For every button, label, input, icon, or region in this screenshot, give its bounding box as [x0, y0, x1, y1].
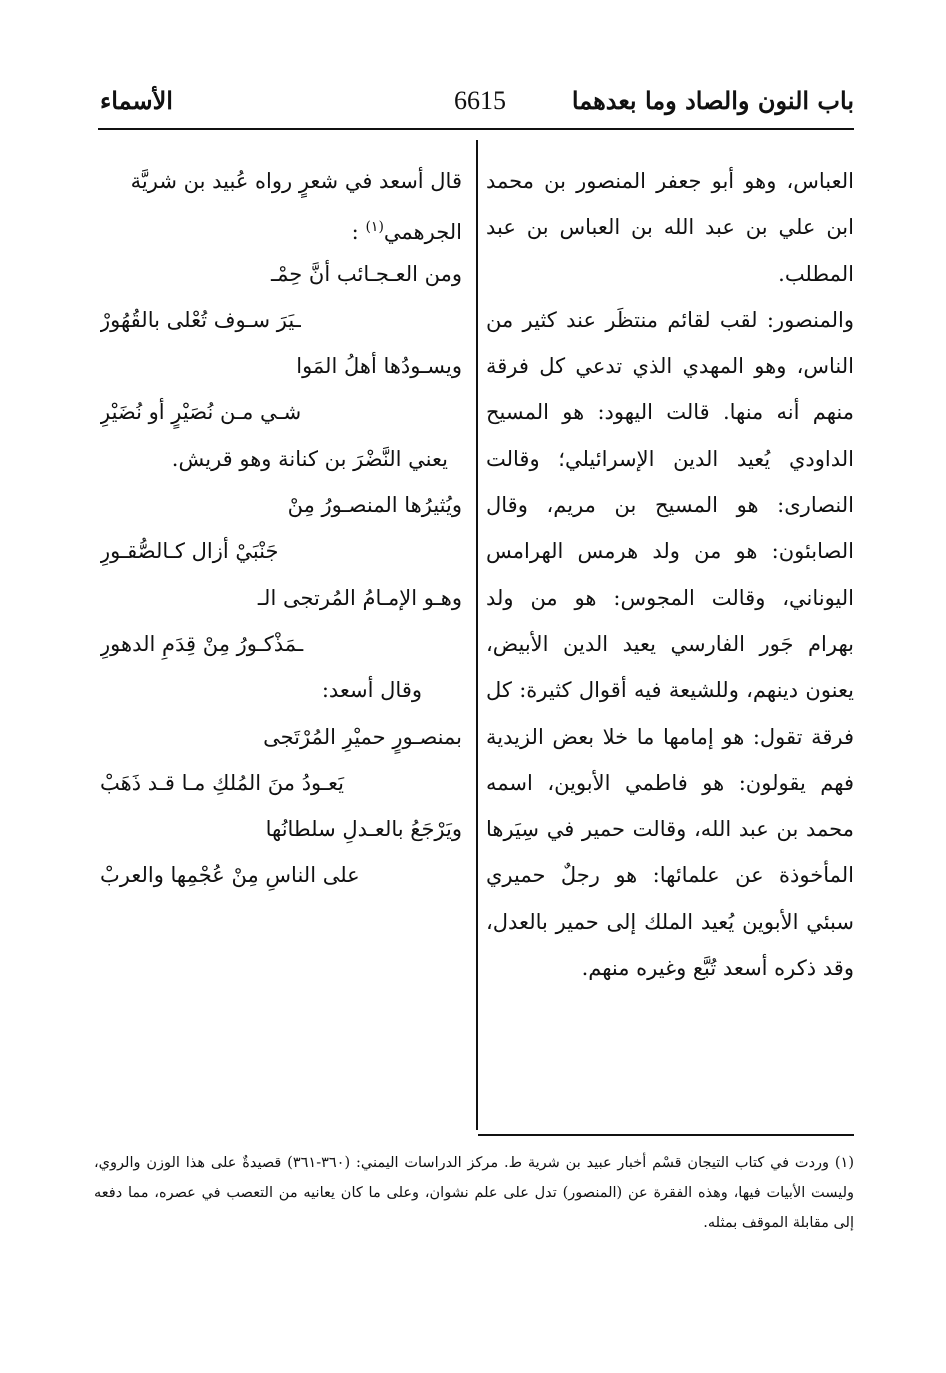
verse-first-hemistich: بمنصـورٍ حميْرِ المُرْتَجى — [263, 724, 462, 749]
verse-second-hemistich: ـيَرَ سـوف تُعْلى بالقُهُورْ — [100, 307, 301, 332]
verse-first-hemistich: ويسـودُها أهلُ المَوا — [296, 354, 462, 379]
verse-first-hemistich: ويَرْجَعُ بالعـدلِ سلطانُها — [265, 817, 462, 842]
right-column — [486, 158, 854, 991]
verse-second-hemistich: جَنْبَيْ أزال كـالصُّقـورِ — [100, 539, 279, 564]
footnote-text: (١) وردت في كتاب التيجان قسْم أخبار عبيد بن شرية ط. مركز الدراسات اليمني: (٣٦٠-٣٦١) قصيدةٌ على هذا الوزن والروي، وليست الأبيات فيها، وهذه الفقرة عن (المنصور) تدل على علم نشوان، وعلى ما كان يعانيه من التعصب في عصره، مما دفعه إلى مقابلة الموقف بمثله. — [94, 1155, 854, 1231]
poem-intro-line — [100, 204, 462, 250]
verse-explanation: يعني النَّضْرَ بن كنانة وهو قريش. — [171, 446, 448, 471]
poem-intro-poet: الجرهمي — [383, 220, 462, 245]
poem-intro-colon: : — [351, 220, 359, 245]
verse-second-hemistich: يَعـودُ منَ المُلكِ مـا قـد ذَهَبْ — [100, 770, 345, 795]
footnote-rule — [478, 1134, 854, 1136]
left-column — [100, 158, 462, 899]
header-rule — [98, 128, 854, 130]
poem-intro-line: قال أسعد في شعرٍ رواه عُبيد بن شريَّة — [130, 169, 462, 193]
footnote — [94, 1148, 854, 1238]
footnote-marker: (١) — [365, 219, 384, 236]
verse-second-hemistich: شـي مـن نُصَيْرٍ أو نُضَيْرِ — [100, 400, 302, 425]
section-title: الأسماء — [100, 86, 173, 115]
column-divider — [476, 140, 478, 1130]
paragraph: والمنصور: لقب لقائم منتظَر عند كثير من الناس، وهو المهدي الذي تدعي كل فرقة منهم أنه منها. قالت اليهود: هو المسيح الداودي يُعيد الدين الإسرائيلي؛ وقالت النصارى: هو المسيح بن مريم، وقال الصابئون: هو من ولد هرمس الهرامس اليوناني، وقالت المجوس: هو من ولد بهرام جَور الفارسي يعيد الدين الأبيض، يعنون دينهم، وللشيعة فيه أقوال كثيرة: كل فرقة تقول: هو إمامها ما خلا بعض الزيدية فهم يقولون: هو فاطمي الأبوين، اسمه محمد بن عبد الله، وقالت حمير في سِيَرها المأخوذة عن علمائها: هو رجلٌ حميري سبئي الأبوين يُعيد الملك إلى حمير بالعدل، وقد ذكره أسعد تُبَّع وغيره منهم. — [486, 307, 854, 981]
chapter-title: باب النون والصاد وما بعدهما — [571, 86, 854, 115]
verse-second-hemistich: ـمَذْكـورُ مِنْ قِدَمِ الدهورِ — [100, 631, 304, 656]
page-number: 6615 — [454, 86, 506, 115]
verse-first-hemistich: وهـو الإمـامُ المُرتجى الـ — [257, 585, 462, 610]
verse-second-hemistich: على الناسِ مِنْ عُجْمِها والعربْ — [100, 863, 360, 888]
verse-first-hemistich: ومن العـجـائب أنَّ حِمْـ — [270, 261, 462, 286]
poem-intro-line: وقال أسعد: — [321, 678, 422, 703]
paragraph: العباس، وهو أبو جعفر المنصور بن محمد ابن علي بن عبد الله بن العباس بن عبد المطلب. — [486, 169, 854, 286]
verse-first-hemistich: ويُثيرُها المنصـورُ مِنْ — [287, 493, 462, 518]
